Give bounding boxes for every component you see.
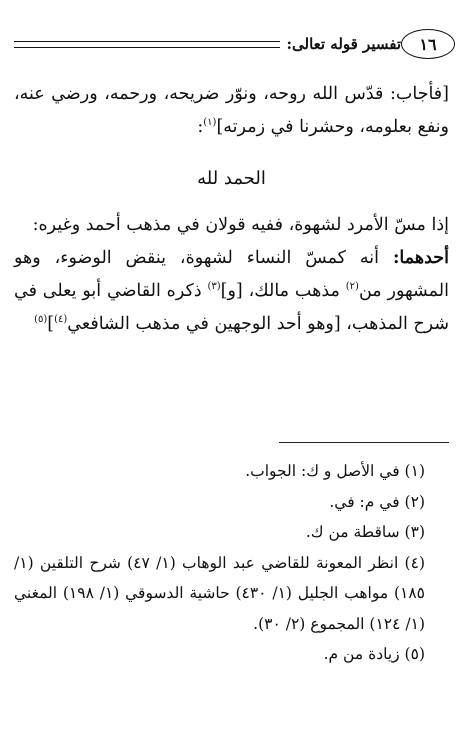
first-opinion-text-c: ذكره القاضي أبو يعلى في شرح المذهب، [وهو أحد الوجهين في مذهب الشافعي xyxy=(14,281,449,334)
first-opinion-text-b: مذهب مالك، [و] xyxy=(220,281,340,301)
answer-text: [فأجاب: قدّس الله روحه، ونوّر ضريحه، ورحمه، ورضي عنه، ونفع بعلومه، وحشرنا في زمرته] xyxy=(14,84,449,137)
page-number: ١٦ xyxy=(401,29,455,59)
first-opinion-paragraph xyxy=(14,242,449,341)
question-paragraph: إذا مسّ الأمرد لشهوة، ففيه قولان في مذهب أحمد وغيره: xyxy=(32,215,449,235)
praise-heading: الحمد لله xyxy=(197,168,266,189)
footnote-ref-4: (٤) xyxy=(54,314,68,326)
footnote-ref-2: (٢) xyxy=(345,281,359,293)
footnote-ref-3: (٣) xyxy=(207,281,221,293)
footnote-separator xyxy=(279,442,449,443)
running-title: تفسير قوله تعالى: xyxy=(286,35,401,53)
footnotes xyxy=(14,456,449,670)
footnote-ref-1: (١) xyxy=(203,117,217,129)
first-opinion-label: أحدهما: xyxy=(392,248,449,268)
footnote-1: (١) في الأصل و ك: الجواب. xyxy=(245,462,425,480)
answer-paragraph xyxy=(14,78,449,144)
first-opinion-text-a: أنه كمسّ النساء لشهوة، ينقض الوضوء، وهو المشهور من xyxy=(14,248,449,301)
answer-colon: : xyxy=(197,117,204,137)
footnote-5: (٥) زيادة من م. xyxy=(323,645,425,663)
footnote-ref-5: (٥) xyxy=(34,314,48,326)
main-text xyxy=(14,78,449,341)
footnote-3: (٣) ساقطة من ك. xyxy=(305,523,425,541)
header-rule xyxy=(14,41,280,48)
first-opinion-bracket: ] xyxy=(47,314,55,334)
footnote-2: (٢) في م: في. xyxy=(329,492,425,511)
footnote-4: (٤) انظر المعونة للقاضي عبد الوهاب (١/ ٤٧) شرح التلقين (١/ ١٨٥) مواهب الجليل (١/ ٤٣٠) حاشية الدسوقي (١/ ١٩٨) المغني (١/ ١٢٤) المجموع (٢/ ٣٠). xyxy=(14,553,425,633)
running-header xyxy=(8,28,455,60)
